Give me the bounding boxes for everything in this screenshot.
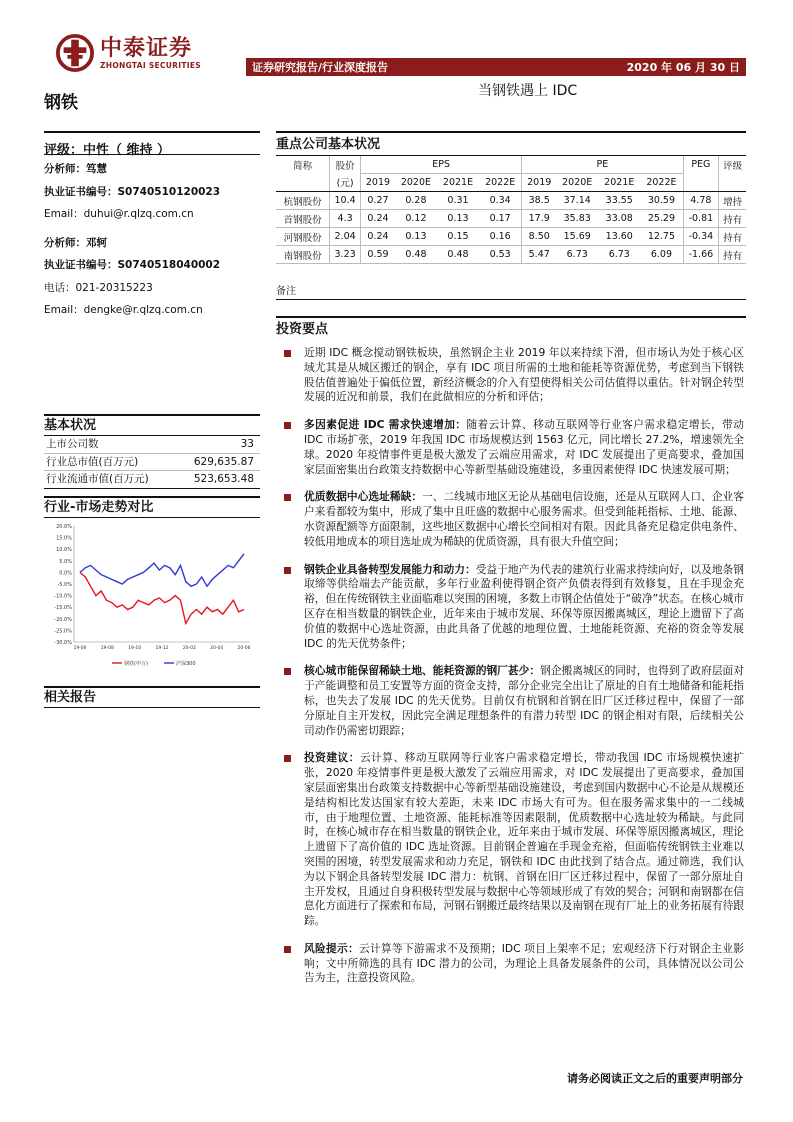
- bullet-lead: 钢铁企业具备转型发展能力和动力：: [304, 562, 476, 576]
- industry-name: 钢铁: [44, 93, 78, 113]
- bullet-square-icon: [284, 350, 291, 357]
- row-label: 行业流通市值(百万元): [46, 473, 149, 485]
- year-header: 2020E: [556, 174, 598, 192]
- cell-peg: -0.34: [683, 228, 719, 246]
- cell-pe: 5.47: [522, 246, 556, 264]
- report-type: 证券研究报告/行业深度报告: [252, 61, 389, 74]
- year-header: 2021E: [598, 174, 640, 192]
- analyst-name: 笃慧: [86, 163, 107, 175]
- x-tick-label: 19-12: [155, 646, 169, 651]
- bullet-lead: 多因素促进 IDC 需求快速增加：: [304, 418, 467, 432]
- footer-disclaimer: 请务必阅读正文之后的重要声明部分: [567, 1072, 743, 1085]
- bullet-square-icon: [284, 946, 291, 953]
- list-item: [282, 751, 744, 929]
- cert-number: S0740518040002: [117, 259, 221, 271]
- cell-rating: 持有: [719, 228, 746, 246]
- cell-eps: 0.24: [361, 210, 395, 228]
- investment-bullets: [282, 346, 744, 999]
- col-rating: 评级: [719, 156, 746, 174]
- cert-label: 执业证书编号：: [44, 185, 118, 198]
- year-header: 2020E: [395, 174, 437, 192]
- cell-pe: 15.69: [556, 228, 598, 246]
- table-row: [44, 454, 260, 472]
- col-rating-blank: [719, 174, 746, 192]
- cell-eps: 0.48: [395, 246, 437, 264]
- col-peg-blank: [683, 174, 719, 192]
- logo-en-text: ZHONGTAI SECURITIES: [100, 60, 201, 70]
- zhongtai-logo-icon: [56, 34, 94, 72]
- cell-price: 2.04: [330, 228, 361, 246]
- table-row: [44, 471, 260, 489]
- cell-price: 10.4: [330, 192, 361, 210]
- bullet-square-icon: [284, 668, 291, 675]
- y-tick-label: -10.0%: [54, 593, 72, 600]
- analyst-email[interactable]: duhui@r.qlzq.com.cn: [83, 208, 194, 220]
- col-name-blank: [276, 174, 330, 192]
- analyst-name: 邓轲: [86, 236, 107, 249]
- row-value: 629,635.87: [193, 455, 254, 468]
- year-header: 2022E: [640, 174, 683, 192]
- x-tick-label: 20-06: [237, 646, 251, 651]
- trend-title: 行业-市场走势对比: [44, 496, 260, 518]
- year-header: 2019: [522, 174, 556, 192]
- col-peg: PEG: [683, 156, 719, 174]
- bullet-text: 受益于地产为代表的建筑行业需求持续向好，以及地条钢取缔等供给端去产能贡献，多年行业盈利使得钢企资产负债表得到有效修复，且在手现金充裕，但在传统钢铁主业面临难以突围的困境，多数上市钢企估值处于“破净”状态。在核心城市区存在相当数量的钢铁企业，近年来由于城市发展、环保等原因搬离城区，理论上遗留下了高价值的数据中心选址资源，由此具备了优越的地理位置、土地能耗资源、充裕的资金等发展 IDC 的先天优势条件；: [304, 562, 744, 650]
- analyst-role: 分析师：: [44, 163, 86, 175]
- report-date: 2020 年 06 月 30 日: [626, 61, 740, 74]
- y-tick-label: -5.0%: [57, 582, 72, 588]
- y-tick-label: 10.0%: [56, 547, 72, 554]
- bullet-text: 云计算、移动互联网等行业客户需求稳定增长，带动我国 IDC 市场规模快速扩张，2020 年疫情事件更是极大激发了云端应用需求，对 IDC 发展提出了更高要求，叠加国家层面密集出台政策支持数据中心等新型基础设施建设，考虑到国内数据中心不论是从规模还是结构相比发达国家有较大差距，未来 IDC 市场大有可为。但在服务需求集中的一二线城市，由于地理位置、土地资源、能耗标准等因素限制，优质数据中心选址较为稀缺。与此同时，在核心城市存在相当数量的钢铁企业，近年来由于城市发展、环保等原因搬离城区，理论上遗留下了高价值的 IDC 选址资源。目前钢企普遍在手现金充裕，但面临传统钢铁主业难以突围的困境，转型发展需求和动力充足，钢铁和 IDC 由此找到了结合点。通过筛选，我们认为以下钢企具备转型发展 IDC 潜力：杭钢、首钢在旧厂区迁移过程中，保留了一部分原址自主开发权，且通过自身积极转型发展与数据中心等领域形成了有效的契合；河钢和南钢都在信息化方面进行了探索和布局，河钢石钢搬迁最终结果以及南钢在现有厂址上的业务拓展有待跟踪。: [304, 751, 744, 928]
- cell-pe: 33.55: [598, 192, 640, 210]
- cell-name: 河钢股份: [276, 228, 330, 246]
- cell-name: 南钢股份: [276, 246, 330, 264]
- key-companies-title: 重点公司基本状况: [276, 131, 746, 155]
- table-row: [276, 228, 746, 246]
- cell-pe: 6.73: [598, 246, 640, 264]
- y-tick-label: -30.0%: [54, 640, 72, 646]
- cell-pe: 8.50: [522, 228, 556, 246]
- cell-peg: -1.66: [683, 246, 719, 264]
- y-tick-label: 0.0%: [59, 570, 72, 577]
- cell-name: 首钢股份: [276, 210, 330, 228]
- analyst-block: [44, 158, 260, 322]
- table-row: [276, 246, 746, 264]
- list-item: [282, 664, 744, 738]
- logo-cn-text: 中泰证券: [100, 35, 193, 61]
- list-item: [282, 563, 744, 652]
- trend-section: [44, 496, 260, 518]
- cell-eps: 0.17: [479, 210, 522, 228]
- legend-label: 钢铁(申万): [124, 661, 148, 667]
- year-header: 2022E: [479, 174, 522, 192]
- cell-pe: 25.29: [640, 210, 683, 228]
- bullet-text: 云计算等下游需求不及预期；IDC 项目上架率不足；宏观经济下行对钢企主业影响；文中所筛选的具有 IDC 潜力的公司，为理论上具备发展条件的公司，具体情况以公司公告为主，注意投资风险。: [304, 941, 744, 985]
- col-name: 简称: [276, 156, 330, 174]
- cert-label: 执业证书编号：: [44, 259, 118, 271]
- year-header: 2021E: [437, 174, 479, 192]
- bullet-square-icon: [284, 567, 291, 574]
- cell-eps: 0.48: [437, 246, 479, 264]
- rating-line: [44, 131, 260, 158]
- col-price: 股价: [330, 156, 361, 174]
- row-label: 行业总市值(百万元): [46, 455, 139, 468]
- rating-text: 评级：中性（ 维持 ）: [44, 143, 171, 158]
- table-row: [276, 210, 746, 228]
- cell-pe: 37.14: [556, 192, 598, 210]
- cell-eps: 0.53: [479, 246, 522, 264]
- bullet-text: 随着云计算、移动互联网等行业客户需求稳定增长，带动 IDC 市场扩张，2019 年我国 IDC 市场规模达到 1563 亿元，同比增长 27.2%，增速领先全球。2020 年疫情事件更是极大激发了云端应用需求，对 IDC 发展提出了更高要求，叠加国家层面密集出台政策支持数据中心等新型基础设施建设，多重因素使得 IDC 快速发展可期；: [304, 418, 744, 476]
- table-row: [276, 192, 746, 210]
- cell-pe: 6.09: [640, 246, 683, 264]
- x-tick-label: 20-02: [182, 646, 196, 651]
- x-tick-label: 20-04: [210, 646, 224, 651]
- cell-eps: 0.28: [395, 192, 437, 210]
- cell-eps: 0.59: [361, 246, 395, 264]
- email-label: Email：: [44, 208, 84, 220]
- cell-rating: 持有: [719, 246, 746, 264]
- bullet-text: 一、二线城市地区无论从基础电信设施，还是从互联网人口、企业客户来看都较为集中，形成了集中且旺盛的数据中心服务需求。但受到能耗指标、土地、能源、水资源配额等方面限制，这些地区数据中心增长空间相对有限。因此具备充足稳定供电条件、较低用地成本的项目选址成为稀缺的优质资源，具有很大升值空间；: [304, 490, 744, 548]
- investment-title: 投资要点: [276, 316, 746, 340]
- row-value: 523,653.48: [193, 473, 254, 485]
- cell-eps: 0.15: [437, 228, 479, 246]
- cell-price: 3.23: [330, 246, 361, 264]
- cell-pe: 13.60: [598, 228, 640, 246]
- bullet-text: 近期 IDC 概念搅动钢铁板块，虽然钢企主业 2019 年以来持续下滑，但市场认为处于核心区域尤其是从城区搬迁的钢企，享有 IDC 项目所需的土地和能耗等资源优势，考虑到当下钢铁股估值普遍处于偏低位置，新经济概念的介入有望使得相关公司估值得以重估。针对钢企转型发展的近况和前景，我们在此做相应的分析和评估；: [304, 346, 744, 404]
- report-header-bar: [246, 58, 746, 76]
- year-header: 2019: [361, 174, 395, 192]
- y-tick-label: -25.0%: [54, 628, 72, 635]
- cell-pe: 35.83: [556, 210, 598, 228]
- list-item: [282, 418, 744, 477]
- col-price-unit: (元): [330, 174, 361, 192]
- cell-rating: 增持: [719, 192, 746, 210]
- analyst-phone: 021-20315223: [75, 281, 153, 294]
- cell-eps: 0.31: [437, 192, 479, 210]
- phone-label: 电话：: [44, 281, 76, 294]
- company-logo: [56, 33, 201, 73]
- col-pe: PE: [522, 156, 683, 174]
- cell-peg: 4.78: [683, 192, 719, 210]
- bullet-square-icon: [284, 422, 291, 429]
- list-item: [282, 346, 744, 405]
- cert-number: S0740510120023: [117, 185, 221, 198]
- cell-eps: 0.12: [395, 210, 437, 228]
- cell-peg: -0.81: [683, 210, 719, 228]
- x-tick-label: 19-10: [128, 646, 142, 651]
- cell-eps: 0.13: [437, 210, 479, 228]
- basic-section: [44, 414, 260, 489]
- bullet-text: 钢企搬离城区的同时，也得到了政府层面对于产能调整和员工安置等方面的资金支持，部分企业完全出让了原址的自有土地储备和能耗指标，也失去了发展 IDC 的先天优势。目前仅有杭钢和首钢在旧厂区迁移过程中，保留了一部分原址自主开发权，因此完全满足理想条件的有潜力转型 IDC 的钢企相对有限，后续相关公司动作仍需密切跟踪；: [304, 664, 744, 737]
- cell-pe: 33.08: [598, 210, 640, 228]
- row-label: 上市公司数: [46, 438, 99, 450]
- cell-eps: 0.34: [479, 192, 522, 210]
- related-title: 相关报告: [44, 686, 260, 708]
- report-title: 当钢铁遇上 IDC: [478, 83, 578, 99]
- bullet-square-icon: [284, 494, 291, 501]
- bullet-square-icon: [284, 755, 291, 762]
- list-item: [282, 490, 744, 549]
- table-row: [44, 436, 260, 454]
- row-value: 33: [240, 438, 254, 450]
- cell-pe: 17.9: [522, 210, 556, 228]
- bullet-lead: 优质数据中心选址稀缺：: [304, 490, 423, 504]
- table-note: 备注: [276, 282, 746, 300]
- trend-chart: [44, 520, 260, 670]
- y-tick-label: 20.0%: [56, 524, 72, 530]
- cell-price: 4.3: [330, 210, 361, 228]
- cell-eps: 0.24: [361, 228, 395, 246]
- bullet-lead: 核心城市能保留稀缺土地、能耗资源的钢厂甚少：: [304, 664, 541, 678]
- y-tick-label: -20.0%: [54, 616, 72, 623]
- key-companies-table: [276, 155, 746, 264]
- series-line-1: [80, 554, 244, 587]
- series-line-0: [80, 572, 244, 623]
- list-item: [282, 942, 744, 986]
- bullet-lead: 投资建议：: [304, 751, 360, 765]
- related-section: [44, 686, 260, 708]
- analyst-email[interactable]: dengke@r.qlzq.com.cn: [83, 304, 203, 316]
- cell-eps: 0.27: [361, 192, 395, 210]
- x-tick-label: 19-08: [100, 646, 114, 651]
- cell-name: 杭钢股份: [276, 192, 330, 210]
- cell-pe: 12.75: [640, 228, 683, 246]
- y-tick-label: 5.0%: [59, 558, 72, 565]
- cell-pe: 6.73: [556, 246, 598, 264]
- cell-pe: 38.5: [522, 192, 556, 210]
- bullet-lead: 风险提示：: [304, 941, 360, 955]
- cell-eps: 0.16: [479, 228, 522, 246]
- cell-rating: 持有: [719, 210, 746, 228]
- col-eps: EPS: [361, 156, 522, 174]
- analyst-role: 分析师：: [44, 236, 86, 249]
- cell-pe: 30.59: [640, 192, 683, 210]
- x-tick-label: 19-06: [73, 646, 87, 651]
- basic-table: [44, 436, 260, 489]
- legend-label: 沪深300: [176, 661, 196, 667]
- basic-title: 基本状况: [44, 414, 260, 436]
- cell-eps: 0.13: [395, 228, 437, 246]
- y-tick-label: 15.0%: [56, 535, 72, 542]
- y-tick-label: -15.0%: [54, 605, 72, 612]
- email-label: Email：: [44, 304, 84, 316]
